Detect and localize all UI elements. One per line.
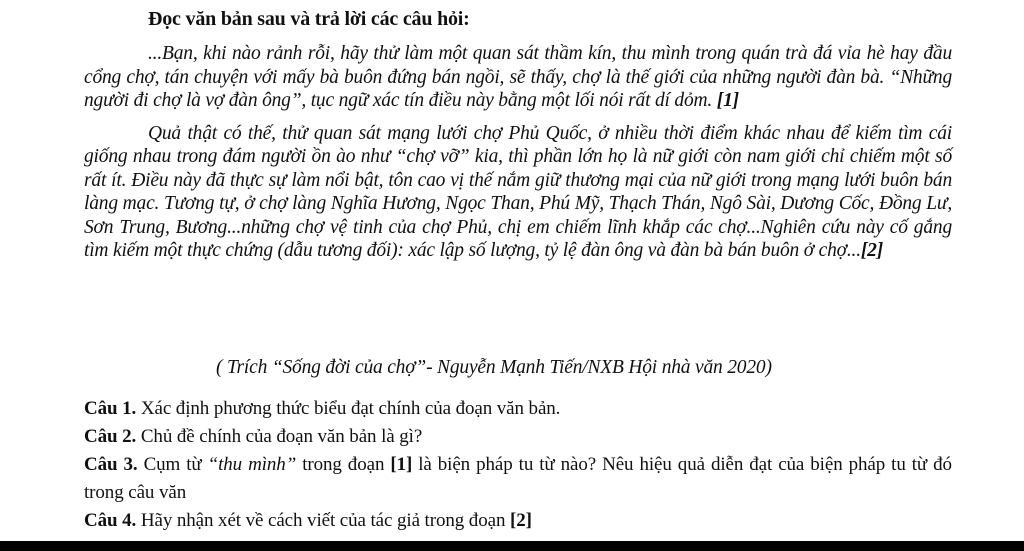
question-2 <box>84 423 952 451</box>
passage-paragraph-2 <box>84 122 952 263</box>
question-4-text: Hãy nhận xét về cách viết của tác giả trong đoạn <box>140 510 506 531</box>
question-1 <box>84 395 952 423</box>
question-1-label: Câu 1. <box>84 398 137 419</box>
paragraph-1-marker: [1] <box>716 90 739 111</box>
paragraph-2-text: Quả thật có thế, thử quan sát mạng lưới chợ Phủ Quốc, ở nhiều thời điểm khác nhau để kiếm tìm cái giống nhau trong đám người ồn ào như “chợ vỡ” kia, thì phần lớn họ là nữ giới còn nam giới chỉ chiếm một số rất ít. Điều này đã thực sự làm nổi bật, tôn cao vị thế nắm giữ thương mại của nữ giới trong mạng lưới buôn bán làng mạc. Tương tự, ở chợ làng Nghĩa Hương, Ngọc Than, Phú Mỹ, Thạch Thán, Ngô Sài, Dương Cốc, Đồng Lư, Sơn Trung, Bương...những chợ vệ tinh của chợ Phủ, chị em chiếm lĩnh khắp các chợ...Nghiên cứu này cố gắng tìm kiếm một thực chứng (dẫu tương đối): xác lập số lượng, tỷ lệ đàn ông và đàn bà bán buôn ở chợ... <box>84 122 952 261</box>
paragraph-2-marker: [2] <box>860 240 884 261</box>
instruction-heading: Đọc văn bản sau và trả lời các câu hỏi: <box>148 8 470 30</box>
question-4-label: Câu 4. <box>84 510 137 531</box>
question-3-text-c: là biện pháp tu từ nào? Nêu hiệu quả diễn đạt của biện pháp tu từ đó trong câu văn <box>84 454 952 503</box>
passage-paragraph-1 <box>84 42 952 113</box>
question-3 <box>84 451 952 507</box>
question-2-text: Chủ đề chính của đoạn văn bản là gì? <box>140 426 423 447</box>
question-4-marker: [2] <box>510 510 532 531</box>
source-citation: ( Trích “Sống đời của chợ”- Nguyễn Mạnh Tiến/NXB Hội nhà văn 2020) <box>216 357 772 378</box>
paragraph-1-text: ...Bạn, khi nào rảnh rỗi, hãy thử làm một quan sát thầm kín, thu mình trong quán trà đá vỉa hè hay đầu cổng chợ, tán chuyện với mấy bà buôn đứng bán ngồi, sẽ thấy, chợ là thế giới của những người đàn bà. “Những người đi chợ là vợ đàn ông”, tục ngữ xác tín điều này bằng một lối nói rất dí dỏm. <box>84 43 952 111</box>
question-3-label: Câu 3. <box>84 454 138 475</box>
question-list <box>84 395 952 535</box>
question-4 <box>84 507 952 535</box>
bottom-black-bar <box>0 541 1024 551</box>
question-3-quote: “thu mình” <box>207 454 297 475</box>
question-1-text: Xác định phương thức biểu đạt chính của đoạn văn bản. <box>140 398 561 419</box>
reading-passage <box>84 42 952 263</box>
question-3-marker: [1] <box>390 454 413 475</box>
question-2-label: Câu 2. <box>84 426 137 447</box>
question-3-text-b: trong đoạn <box>302 454 385 475</box>
question-3-text-a: Cụm từ <box>143 454 202 475</box>
